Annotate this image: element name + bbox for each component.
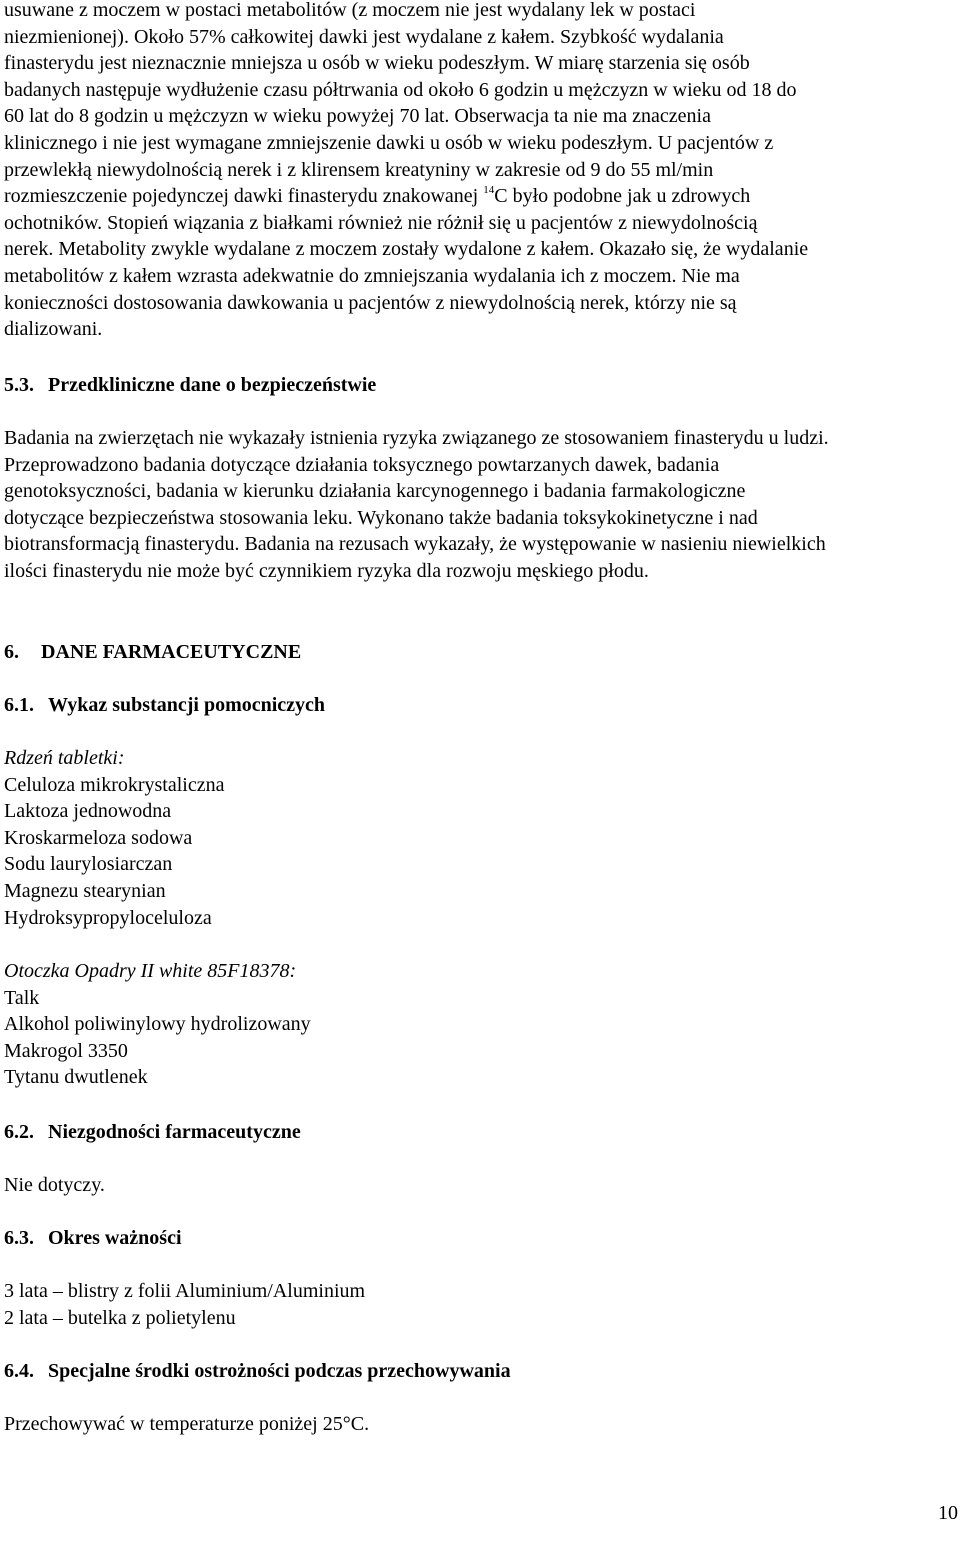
core-excipients-list — [4, 772, 224, 932]
text-line: 60 lat do 8 godzin u mężczyzn w wieku powyżej 70 lat. Obserwacja ta nie ma znaczenia — [4, 105, 711, 128]
text-line: genotoksyczności, badania w kierunku działania karcynogennego i badania farmakologiczne — [4, 480, 746, 503]
section-title: DANE FARMACEUTYCZNE — [41, 641, 302, 663]
section-heading-6-3 — [4, 1225, 182, 1252]
text-line: finasterydu jest nieznacznie mniejsza u osób w wieku podeszłym. W miarę starzenia się osób — [4, 52, 750, 75]
section-heading-6-1 — [4, 692, 325, 719]
list-item: 3 lata – blistry z folii Aluminium/Aluminium — [4, 1280, 366, 1302]
text-line: klinicznego i nie jest wymagane zmniejszenie dawki u osób w wieku podeszłym. U pacjentów z — [4, 131, 774, 154]
list-item: Tytanu dwutlenek — [4, 1066, 148, 1089]
shelf-life-list — [4, 1278, 365, 1331]
text-line: przewlekłą niewydolnością nerek i z klirensem kreatyniny w zakresie od 9 do 55 ml/min — [4, 158, 714, 181]
section-heading-6-4 — [4, 1358, 511, 1385]
text-line: dializowani. — [4, 318, 103, 341]
section-number: 6.3. — [4, 1227, 34, 1249]
text-line: ochotników. Stopień wiązania z białkami również nie różnił się u pacjentów z niewydolnością — [4, 211, 758, 234]
text-line: nerek. Metabolity zwykle wydalane z moczem zostały wydalone z kałem. Okazało się, że wydalanie — [4, 238, 809, 261]
core-label: Rdzeń tabletki: — [4, 747, 125, 769]
list-item: Alkohol poliwinylowy hydrolizowany — [4, 1013, 311, 1036]
section-number: 5.3. — [4, 374, 34, 396]
incompatibilities-text: Nie dotyczy. — [4, 1174, 105, 1196]
section-heading-6 — [4, 639, 301, 666]
pharmacokinetics-paragraph — [4, 0, 958, 343]
list-item: 2 lata – butelka z polietylenu — [4, 1306, 236, 1329]
section-title: Okres ważności — [48, 1227, 182, 1249]
list-item: Sodu laurylosiarczan — [4, 853, 173, 876]
text-line: Badania na zwierzętach nie wykazały istnienia ryzyka związanego ze stosowaniem finasterydu u ludzi. — [4, 427, 829, 449]
text-line: Przeprowadzono badania dotyczące działania toksycznego powtarzanych dawek, badania — [4, 453, 720, 476]
list-item: Kroskarmeloza sodowa — [4, 826, 193, 849]
section-title: Niezgodności farmaceutyczne — [48, 1121, 301, 1143]
text-line: konieczności dostosowania dawkowania u pacjentów z niewydolnością nerek, którzy nie są — [4, 291, 737, 314]
list-item: Magnezu stearynian — [4, 879, 166, 902]
coating-block — [4, 958, 311, 1091]
section-title: Przedkliniczne dane o bezpieczeństwie — [48, 374, 377, 396]
list-item: Laktoza jednowodna — [4, 800, 172, 823]
text-line: usuwane z moczem w postaci metabolitów (z moczem nie jest wydalany lek w postaci — [4, 0, 696, 21]
isotope-superscript: 14 — [483, 184, 495, 197]
text-line: niezmienionej). Około 57% całkowitej dawki jest wydalane z kałem. Szybkość wydalania — [4, 25, 724, 48]
text-line: biotransformacją finasterydu. Badania na rezusach wykazały, że występowanie w nasieniu niewielkich — [4, 533, 826, 556]
page-number: 10 — [938, 1502, 958, 1524]
excipients-block — [4, 745, 224, 931]
section-number: 6.2. — [4, 1121, 34, 1143]
text-fragment: rozmieszczenie pojedynczej dawki finasterydu znakowanej — [4, 185, 484, 208]
preclinical-paragraph — [4, 425, 958, 585]
text-line: ilości finasterydu nie może być czynnikiem ryzyka dla rozwoju męskiego płodu. — [4, 559, 649, 582]
coating-label: Otoczka Opadry II white 85F18378: — [4, 960, 297, 982]
section-title: Wykaz substancji pomocniczych — [48, 694, 326, 716]
list-item: Celuloza mikrokrystaliczna — [4, 773, 225, 796]
text-line: metabolitów z kałem wzrasta adekwatnie do zmniejszania wydalania ich z moczem. Nie ma — [4, 264, 740, 287]
storage-text: Przechowywać w temperaturze poniżej 25°C. — [4, 1413, 370, 1435]
list-item: Makrogol 3350 — [4, 1039, 128, 1062]
coating-excipients-list — [4, 985, 311, 1091]
text-fragment: C było podobne jak u zdrowych — [494, 185, 751, 208]
section-heading-6-2 — [4, 1119, 301, 1146]
section-number: 6. — [4, 641, 19, 663]
list-item: Talk — [4, 986, 40, 1009]
text-line-with-superscript — [4, 183, 958, 210]
section-number: 6.4. — [4, 1360, 34, 1382]
text-line: dotyczące bezpieczeństwa stosowania leku. Wykonano także badania toksykokinetyczne i nad — [4, 506, 758, 529]
text-line: badanych następuje wydłużenie czasu półtrwania od około 6 godzin u mężczyzn w wieku od 18 do — [4, 78, 797, 101]
section-heading-5-3 — [4, 372, 376, 399]
list-item: Hydroksypropyloceluloza — [4, 906, 212, 929]
section-number: 6.1. — [4, 694, 34, 716]
section-title: Specjalne środki ostrożności podczas przechowywania — [48, 1360, 511, 1382]
